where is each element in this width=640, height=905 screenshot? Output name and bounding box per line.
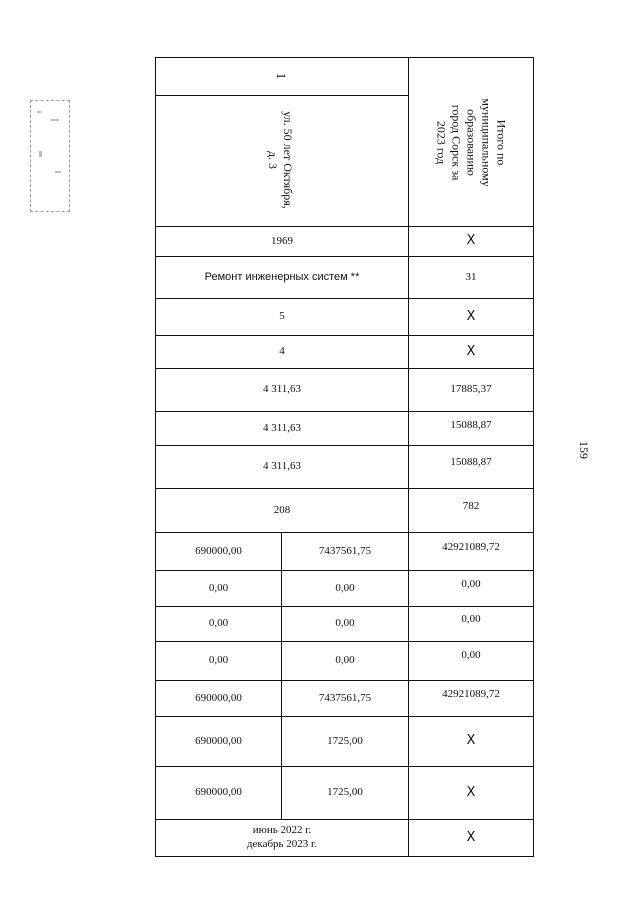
amount-cell: 690000,00 [195,734,242,747]
x-mark: X [466,233,476,249]
residents-cell: 208 [273,503,291,516]
period-start: июнь 2022 г. [252,824,312,837]
total-header: Итого по муниципальному образованию город Сорск за 2023 год [434,98,509,187]
column-index: 1 [274,72,290,80]
total-cell: 17885,37 [450,383,492,396]
area-cell: 4 311,63 [262,460,302,473]
area-cell: 4 311,63 [262,421,302,434]
address-header [218,96,342,224]
total-cell: 15088,87 [450,419,492,432]
total-cell: 15088,87 [450,456,492,469]
amount-cell: 690000,00 [195,786,242,799]
total-cell: 42921089,72 [442,541,500,554]
period-cell [156,820,408,856]
amount-cell: 690000,00 [195,691,242,704]
amount-cell: 0,00 [335,654,355,667]
value-cell: 5 [279,310,285,323]
total-cell: 782 [462,500,480,513]
x-mark: X [466,784,476,800]
total-cell: 0,00 [461,577,481,590]
value-cell: 4 [279,345,285,358]
amount-cell: 0,00 [335,581,355,594]
amount-cell: 1725,00 [327,786,363,799]
total-cell: 0,00 [461,612,481,625]
address-line1: ул. 50 лет Октября, [281,111,295,209]
total-cell: 31 [465,270,477,283]
total-cell: 0,00 [461,649,481,662]
total-cell: 42921089,72 [442,688,500,701]
amount-cell: 7437561,75 [318,544,372,557]
amount-cell: 0,00 [208,581,229,594]
amount-cell: 0,00 [335,617,355,630]
amount-cell: 0,00 [208,617,229,630]
amount-cell: 0,00 [208,654,229,667]
year-cell: 1969 [271,234,293,247]
x-mark: X [466,308,476,324]
x-mark: X [466,733,476,749]
amount-cell: 7437561,75 [318,691,372,704]
x-mark: X [466,343,476,359]
x-mark: X [466,829,476,845]
address-line2: д. 3 [266,150,280,170]
stamp-mark [30,100,70,212]
amount-cell: 690000,00 [195,544,242,557]
area-cell: 4 311,63 [262,383,302,396]
period-end: декабрь 2023 г. [246,838,318,850]
page-number: 159 [577,441,591,459]
amount-cell: 1725,00 [327,734,363,747]
work-type-cell: Ремонт инженерных систем ** [204,270,360,283]
